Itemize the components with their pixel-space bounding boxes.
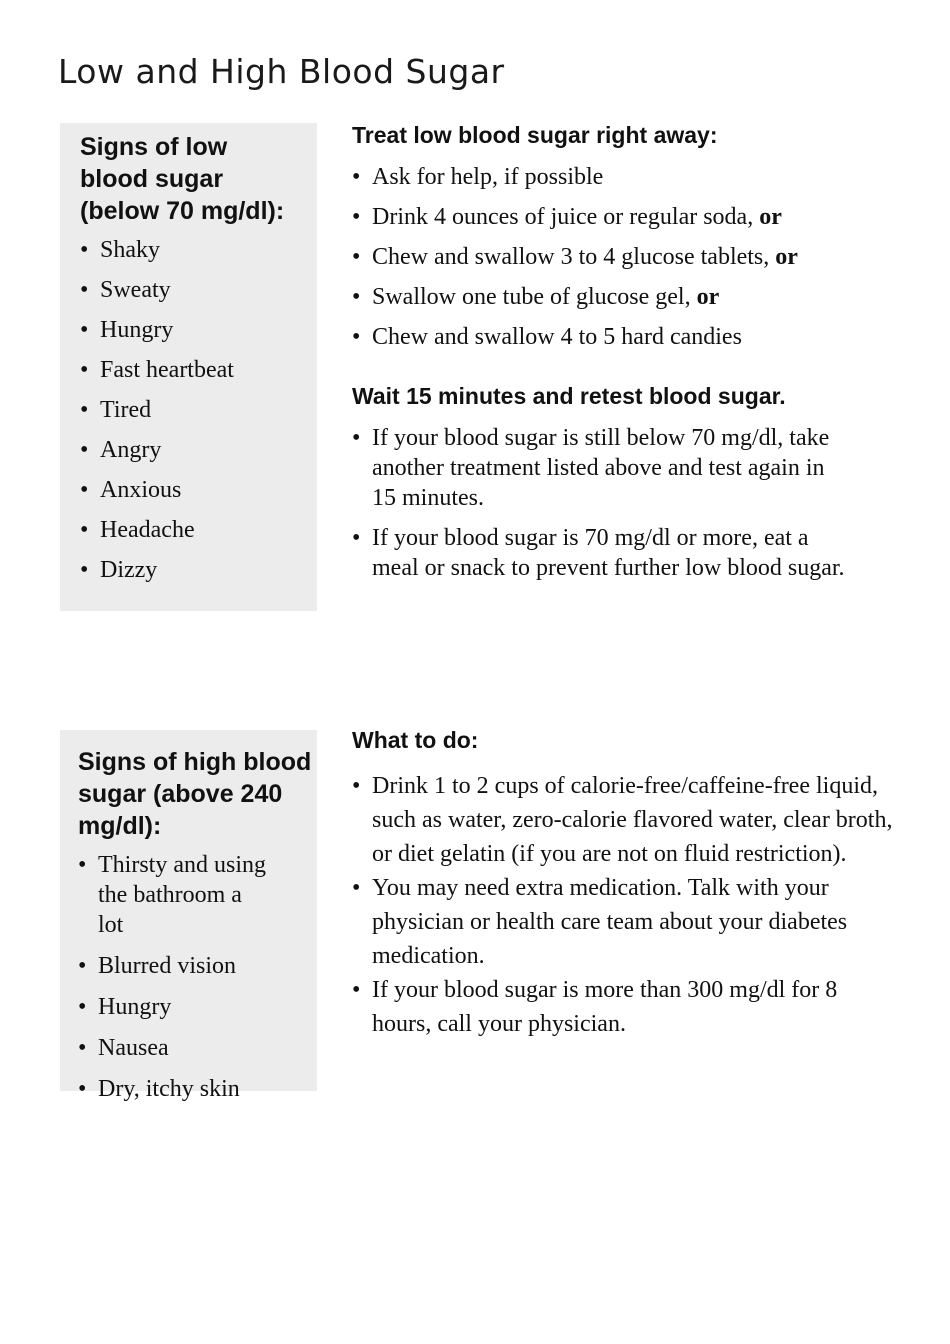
item-text: Chew and swallow 3 to 4 glucose tablets, bbox=[372, 244, 776, 270]
high-signs-list bbox=[78, 850, 268, 1104]
low-signs-heading: Signs of low blood sugar (below 70 mg/dl): bbox=[80, 133, 285, 225]
treat-section bbox=[352, 120, 912, 362]
list-item bbox=[352, 282, 912, 312]
page-title: Low and High Blood Sugar bbox=[58, 52, 505, 91]
list-item: • Nausea bbox=[78, 1033, 268, 1063]
item-suffix: or bbox=[696, 284, 720, 310]
wait-list bbox=[352, 423, 852, 583]
list-item: • Hungry bbox=[78, 992, 268, 1022]
treat-list bbox=[352, 162, 912, 352]
todo-heading: What to do: bbox=[352, 727, 479, 753]
item-suffix: or bbox=[775, 244, 798, 270]
list-item bbox=[352, 322, 912, 352]
list-item: • Tired bbox=[80, 395, 317, 425]
list-item: • Angry bbox=[80, 435, 317, 465]
item-text: Chew and swallow 4 to 5 hard candies bbox=[372, 324, 742, 350]
list-item: • Anxious bbox=[80, 475, 317, 505]
list-item: • If your blood sugar is more than 300 mg/dl for 8 hours, call your physician. bbox=[352, 973, 852, 1041]
todo-section bbox=[352, 725, 912, 1041]
low-signs-box bbox=[60, 123, 317, 611]
item-text: Swallow one tube of glucose gel, bbox=[372, 284, 697, 310]
list-item bbox=[352, 162, 912, 192]
list-item bbox=[352, 202, 912, 232]
list-item: • Thirsty and using the bathroom a lot bbox=[78, 850, 268, 940]
treat-heading: Treat low blood sugar right away: bbox=[352, 122, 718, 148]
list-item: • Fast heartbeat bbox=[80, 355, 317, 385]
list-item: • Dizzy bbox=[80, 555, 317, 585]
list-item: • Sweaty bbox=[80, 275, 317, 305]
list-item bbox=[352, 242, 912, 272]
list-item: • If your blood sugar is still below 70 mg/dl, take another treatment listed above and test again in 15 minutes. bbox=[352, 423, 852, 513]
todo-list bbox=[352, 769, 897, 1041]
list-item: • Dry, itchy skin bbox=[78, 1074, 268, 1104]
wait-heading: Wait 15 minutes and retest blood sugar. bbox=[352, 383, 786, 409]
list-item: • Headache bbox=[80, 515, 317, 545]
item-suffix: or bbox=[759, 204, 782, 230]
list-item: • Drink 1 to 2 cups of calorie-free/caffeine-free liquid, such as water, zero-calorie flavored water, clear broth, or diet gelatin (if you are not on fluid restriction). bbox=[352, 769, 897, 871]
list-item: • Shaky bbox=[80, 235, 317, 265]
high-signs-box bbox=[60, 730, 317, 1102]
high-signs-heading: Signs of high blood sugar (above 240 mg/dl): bbox=[78, 748, 312, 840]
item-text: Ask for help, if possible bbox=[372, 164, 604, 190]
item-text: Drink 4 ounces of juice or regular soda, bbox=[372, 204, 760, 230]
list-item: • Hungry bbox=[80, 315, 317, 345]
wait-section bbox=[352, 381, 912, 593]
low-signs-list bbox=[80, 235, 317, 585]
list-item: • If your blood sugar is 70 mg/dl or more, eat a meal or snack to prevent further low blood sugar. bbox=[352, 523, 852, 583]
list-item: • You may need extra medication. Talk with your physician or health care team about your diabetes medication. bbox=[352, 871, 872, 973]
list-item: • Blurred vision bbox=[78, 951, 268, 981]
